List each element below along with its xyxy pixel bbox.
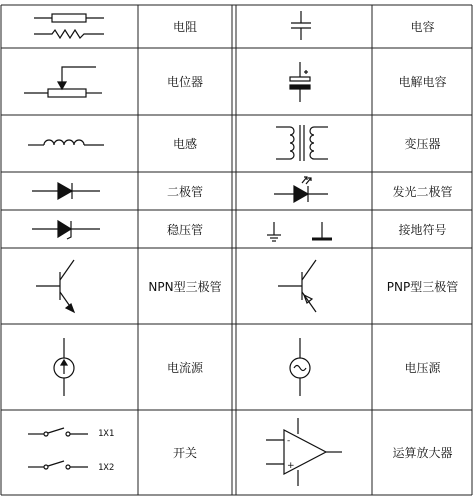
op-amp-plus-sign: + xyxy=(287,461,295,471)
led-icon xyxy=(236,172,372,210)
resistor-icon xyxy=(0,5,138,48)
diode-icon xyxy=(0,172,138,210)
symbol-name: 二极管 xyxy=(166,184,203,199)
op-amp-icon xyxy=(236,410,372,495)
current-source-icon xyxy=(0,324,138,410)
op-amp-minus-sign: - xyxy=(287,436,291,446)
capacitor-icon xyxy=(236,5,372,48)
symbol-name: 运算放大器 xyxy=(392,446,453,460)
symbol-name: 电感 xyxy=(172,137,197,151)
table-row xyxy=(0,5,473,48)
voltage-source-icon xyxy=(236,324,372,410)
transformer-icon xyxy=(236,115,372,172)
table-row xyxy=(0,172,473,210)
symbol-name: 电解电容 xyxy=(398,75,447,89)
potentiometer-icon xyxy=(0,48,138,115)
npn-transistor-icon xyxy=(0,248,138,324)
inductor-icon xyxy=(0,115,138,172)
symbol-name: 电容 xyxy=(410,20,435,34)
electrolytic-capacitor-icon xyxy=(236,48,372,115)
switch-icon xyxy=(0,410,138,495)
symbol-name: NPN型三极管 xyxy=(148,279,222,294)
table-row xyxy=(0,210,473,248)
symbol-name: PNP型三极管 xyxy=(386,279,459,294)
symbol-name: 电位器 xyxy=(166,75,203,89)
table-row xyxy=(0,115,473,172)
table-row xyxy=(0,248,473,324)
zener-diode-icon xyxy=(0,210,138,248)
symbol-name: 开关 xyxy=(172,446,197,460)
table-row xyxy=(0,48,473,115)
symbol-name: 变压器 xyxy=(404,137,441,151)
symbol-name: 电压源 xyxy=(404,360,441,375)
symbol-name: 电流源 xyxy=(166,360,203,375)
table-row xyxy=(0,324,473,410)
table-row xyxy=(0,410,473,495)
symbol-name: 稳压管 xyxy=(166,222,203,237)
switch-label-1: 1X1 xyxy=(98,429,115,439)
ground-icon xyxy=(236,210,372,248)
symbol-name: 接地符号 xyxy=(398,222,447,237)
symbol-name: 发光二极管 xyxy=(392,184,453,199)
symbol-name: 电阻 xyxy=(172,20,197,34)
switch-label-2: 1X2 xyxy=(98,463,115,473)
pnp-transistor-icon xyxy=(236,248,372,324)
